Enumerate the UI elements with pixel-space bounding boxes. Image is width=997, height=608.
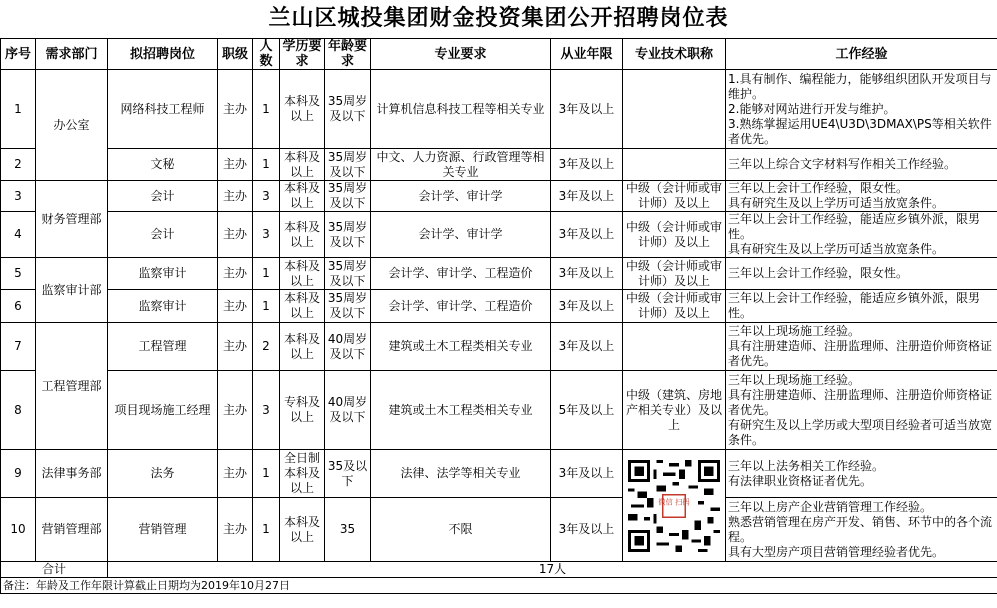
header-dept: 需求部门 bbox=[36, 39, 108, 70]
header-age: 年龄要求 bbox=[325, 39, 371, 70]
cell-years: 3年及以上 bbox=[551, 212, 623, 258]
cell-count: 1 bbox=[253, 70, 280, 149]
cell-cert bbox=[623, 149, 726, 181]
cell-count: 1 bbox=[253, 450, 280, 498]
cell-dept-office: 办公室 bbox=[36, 70, 108, 181]
header-count: 人数 bbox=[253, 39, 280, 70]
cell-cert: 中级（会计师或审计师）及以上 bbox=[623, 181, 726, 212]
cell-age: 35周岁及以下 bbox=[325, 181, 371, 212]
cell-exp: 三年以上法务相关工作经验。 有法律职业资格证者优先。 bbox=[726, 450, 997, 498]
cell-level: 主办 bbox=[218, 212, 253, 258]
cell-major: 法律、法学等相关专业 bbox=[371, 450, 551, 498]
cell-exp: 1.具有制作、编程能力，能够组织团队开发项目与维护。 2.能够对网站进行开发与维护。 3.熟练掌握运用UE4\U3D\3DMAX\PS等相关软件者优先。 bbox=[726, 70, 997, 149]
footnote: 备注：年龄及工作年限计算截止日期均为2019年10月27日 bbox=[1, 578, 997, 594]
cell-age: 35及以下 bbox=[325, 450, 371, 498]
cell-age: 35周岁及以下 bbox=[325, 212, 371, 258]
cell-cert: 中级（会计师或审计师）及以上 bbox=[623, 290, 726, 323]
table-row bbox=[1, 149, 997, 181]
cell-major: 会计学、审计学、工程造价 bbox=[371, 258, 551, 290]
cell-years: 3年及以上 bbox=[551, 323, 623, 371]
cell-position: 监察审计 bbox=[108, 258, 218, 290]
cell-seq: 7 bbox=[1, 323, 36, 371]
cell-count: 3 bbox=[253, 371, 280, 450]
cell-edu: 专科及以上 bbox=[280, 371, 325, 450]
cell-dept-legal: 法律事务部 bbox=[36, 450, 108, 498]
cell-exp: 三年以上会计工作经验，限女性。 bbox=[726, 258, 997, 290]
cell-cert bbox=[623, 70, 726, 149]
cell-cert: 中级（会计师或审计师）及以上 bbox=[623, 258, 726, 290]
cell-major: 计算机信息科技工程等相关专业 bbox=[371, 70, 551, 149]
cell-qr-code bbox=[623, 450, 726, 562]
cell-exp: 三年以上综合文字材料写作相关工作经验。 bbox=[726, 149, 997, 181]
cell-exp: 三年以上房产企业营销管理工作经验。 熟悉营销管理在房产开发、销售、环节中的各个流程。 具有大型房产项目营销管理经验者优先。 bbox=[726, 498, 997, 562]
cell-major: 会计学、审计学、工程造价 bbox=[371, 290, 551, 323]
note-row bbox=[1, 578, 997, 594]
table-row bbox=[1, 70, 997, 149]
total-row bbox=[1, 562, 997, 578]
cell-exp: 三年以上会计工作经验，能适应乡镇外派，限男性。 bbox=[726, 290, 997, 323]
header-edu: 学历要求 bbox=[280, 39, 325, 70]
header-years: 从业年限 bbox=[551, 39, 623, 70]
cell-years: 5年及以上 bbox=[551, 371, 623, 450]
cell-count: 1 bbox=[253, 498, 280, 562]
cell-seq: 8 bbox=[1, 371, 36, 450]
cell-cert: 中级（建筑、房地产相关专业）及以上 bbox=[623, 371, 726, 450]
cell-exp: 三年以上会计工作经验，限女性。 具有研究生及以上学历可适当放宽条件。 bbox=[726, 181, 997, 212]
table-row bbox=[1, 290, 997, 323]
cell-level: 主办 bbox=[218, 450, 253, 498]
cell-position: 文秘 bbox=[108, 149, 218, 181]
header-seq: 序号 bbox=[1, 39, 36, 70]
cell-major: 会计学、审计学 bbox=[371, 212, 551, 258]
cell-exp: 三年以上现场施工经验。 具有注册建造师、注册监理师、注册造价师资格证者优先。 有研究生及以上学历或大型项目经验者可适当放宽条件。 bbox=[726, 371, 997, 450]
cell-level: 主办 bbox=[218, 498, 253, 562]
header-row bbox=[1, 39, 997, 70]
cell-seq: 1 bbox=[1, 70, 36, 149]
header-level: 职级 bbox=[218, 39, 253, 70]
cell-position: 会计 bbox=[108, 212, 218, 258]
cell-years: 3年及以上 bbox=[551, 498, 623, 562]
cell-cert: 中级（会计师或审计师）及以上 bbox=[623, 212, 726, 258]
cell-age: 40周岁及以下 bbox=[325, 371, 371, 450]
total-value: 17人 bbox=[108, 562, 997, 578]
cell-edu: 本科及以上 bbox=[280, 181, 325, 212]
table-row bbox=[1, 323, 997, 371]
table-row bbox=[1, 258, 997, 290]
cell-position: 法务 bbox=[108, 450, 218, 498]
table-title: 兰山区城投集团财金投资集团公开招聘岗位表 bbox=[268, 6, 729, 31]
cell-edu: 全日制本科及以上 bbox=[280, 450, 325, 498]
cell-seq: 2 bbox=[1, 149, 36, 181]
cell-position: 营销管理 bbox=[108, 498, 218, 562]
cell-years: 3年及以上 bbox=[551, 70, 623, 149]
cell-count: 1 bbox=[253, 258, 280, 290]
cell-age: 35周岁及以下 bbox=[325, 290, 371, 323]
cell-count: 3 bbox=[253, 212, 280, 258]
cell-position: 项目现场施工经理 bbox=[108, 371, 218, 450]
cell-edu: 本科及以上 bbox=[280, 258, 325, 290]
cell-seq: 5 bbox=[1, 258, 36, 290]
cell-major: 会计学、审计学 bbox=[371, 181, 551, 212]
table-row bbox=[1, 212, 997, 258]
cell-years: 3年及以上 bbox=[551, 181, 623, 212]
header-major: 专业要求 bbox=[371, 39, 551, 70]
cell-seq: 10 bbox=[1, 498, 36, 562]
cell-edu: 本科及以上 bbox=[280, 290, 325, 323]
cell-seq: 6 bbox=[1, 290, 36, 323]
cell-dept-audit: 监察审计部 bbox=[36, 258, 108, 323]
qr-stamp-text: 微信 扫码 bbox=[658, 496, 690, 506]
cell-age: 40周岁及以下 bbox=[325, 323, 371, 371]
cell-edu: 本科及以上 bbox=[280, 149, 325, 181]
cell-count: 1 bbox=[253, 290, 280, 323]
cell-level: 主办 bbox=[218, 323, 253, 371]
qr-code-icon bbox=[628, 460, 720, 552]
cell-age: 35周岁及以下 bbox=[325, 258, 371, 290]
cell-position: 监察审计 bbox=[108, 290, 218, 323]
table-row bbox=[1, 181, 997, 212]
cell-count: 1 bbox=[253, 149, 280, 181]
cell-level: 主办 bbox=[218, 371, 253, 450]
recruitment-table bbox=[0, 38, 997, 594]
table-row bbox=[1, 450, 997, 498]
cell-count: 2 bbox=[253, 323, 280, 371]
cell-cert bbox=[623, 323, 726, 371]
cell-major: 不限 bbox=[371, 498, 551, 562]
cell-seq: 4 bbox=[1, 212, 36, 258]
cell-edu: 本科及以上 bbox=[280, 498, 325, 562]
cell-position: 网络科技工程师 bbox=[108, 70, 218, 149]
cell-edu: 本科及以上 bbox=[280, 212, 325, 258]
cell-level: 主办 bbox=[218, 290, 253, 323]
cell-dept-finance: 财务管理部 bbox=[36, 181, 108, 258]
cell-dept-engineering: 工程管理部 bbox=[36, 323, 108, 450]
cell-level: 主办 bbox=[218, 258, 253, 290]
cell-seq: 9 bbox=[1, 450, 36, 498]
header-exp: 工作经验 bbox=[726, 39, 997, 70]
cell-age: 35周岁及以下 bbox=[325, 70, 371, 149]
cell-years: 3年及以上 bbox=[551, 258, 623, 290]
cell-edu: 本科及以上 bbox=[280, 70, 325, 149]
cell-years: 3年及以上 bbox=[551, 149, 623, 181]
header-cert: 专业技术职称 bbox=[623, 39, 726, 70]
cell-seq: 3 bbox=[1, 181, 36, 212]
cell-position: 会计 bbox=[108, 181, 218, 212]
total-label: 合计 bbox=[1, 562, 108, 578]
cell-level: 主办 bbox=[218, 181, 253, 212]
cell-exp: 三年以上现场施工经验。 具有注册建造师、注册监理师、注册造价师资格证者优先。 bbox=[726, 323, 997, 371]
header-position: 拟招聘岗位 bbox=[108, 39, 218, 70]
cell-count: 3 bbox=[253, 181, 280, 212]
cell-major: 建筑或土木工程类相关专业 bbox=[371, 323, 551, 371]
cell-exp: 三年以上会计工作经验，能适应乡镇外派，限男性。 具有研究生及以上学历可适当放宽条件。 bbox=[726, 212, 997, 258]
cell-years: 3年及以上 bbox=[551, 450, 623, 498]
cell-age: 35 bbox=[325, 498, 371, 562]
cell-edu: 本科及以上 bbox=[280, 323, 325, 371]
cell-level: 主办 bbox=[218, 149, 253, 181]
table-row bbox=[1, 371, 997, 450]
cell-level: 主办 bbox=[218, 70, 253, 149]
cell-major: 建筑或土木工程类相关专业 bbox=[371, 371, 551, 450]
cell-major: 中文、人力资源、行政管理等相关专业 bbox=[371, 149, 551, 181]
table-row bbox=[1, 498, 997, 562]
cell-age: 35周岁及以下 bbox=[325, 149, 371, 181]
cell-dept-marketing: 营销管理部 bbox=[36, 498, 108, 562]
cell-position: 工程管理 bbox=[108, 323, 218, 371]
cell-years: 3年及以上 bbox=[551, 290, 623, 323]
